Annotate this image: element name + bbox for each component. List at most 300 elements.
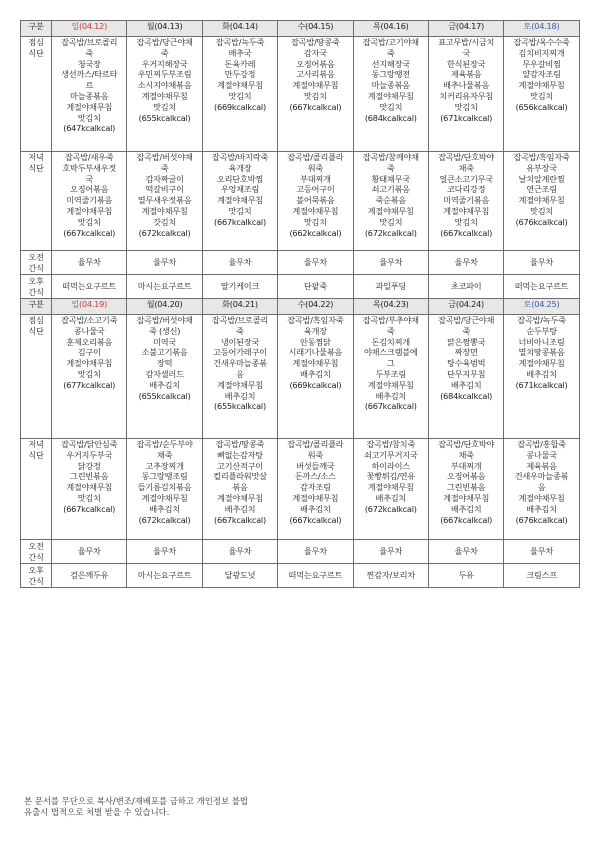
menu-item: 워죽	[307, 449, 324, 460]
menu-item: 돈김치찌개	[371, 336, 410, 347]
menu-item: 잡곡밥/당근야채	[438, 315, 495, 325]
lunch-cell	[202, 315, 277, 439]
menu-item: 감자샐러드	[145, 368, 184, 379]
dinner-cell	[127, 152, 202, 251]
menu-item: 황태채무국	[371, 173, 410, 184]
row-label-line: 오전	[28, 251, 44, 262]
afternoon-snack-label	[21, 564, 52, 588]
snack-item: 떠먹는요구르트	[514, 281, 569, 292]
menu-item: 감자조림	[300, 482, 331, 493]
menu-item: 맛김치	[303, 90, 327, 101]
lunch-cell	[353, 37, 428, 152]
menu-item: 두부조림	[375, 368, 407, 379]
menu-item: 오징어볶음	[70, 184, 109, 195]
afternoon-snack-cell	[278, 564, 353, 588]
menu-item: 음	[537, 482, 546, 493]
row-label-line: 간식	[28, 286, 44, 297]
menu-item: 순두부탕	[526, 325, 557, 336]
menu-item: 계절야채무침	[66, 101, 113, 112]
lunch-cell	[428, 315, 503, 439]
menu-item: 얄감자조림	[522, 69, 561, 80]
menu-item: (672kcalkcal)	[364, 503, 417, 514]
menu-item: 훈제오리볶음	[66, 336, 113, 347]
afternoon-snack-cell	[504, 275, 579, 299]
menu-item: 잡곡밥/흑임자죽	[513, 152, 570, 162]
menu-item: 맛김치	[530, 90, 554, 101]
menu-item: 맛김치	[454, 101, 478, 112]
menu-item: 맛김치	[77, 492, 101, 503]
menu-item: 잡곡밥/닭안심죽	[61, 439, 118, 449]
morning-snack-cell	[353, 251, 428, 275]
menu-item: 잡곡밥/흑임자죽	[287, 315, 344, 325]
menu-item: 계절야채무침	[66, 482, 113, 493]
menu-item: 잡곡밥/땅콩죽	[215, 439, 265, 449]
menu-item: (672kcalkcal)	[364, 227, 417, 238]
menu-item: (677kcalkcal)	[63, 379, 116, 390]
menu-item: 잡곡밥/당근야채	[136, 37, 193, 47]
menu-item: 계절야채무침	[443, 492, 490, 503]
footer-line: 유출시 법적으로 처벌 받을 수 있습니다.	[24, 806, 170, 817]
menu-item: 볶음	[232, 482, 248, 493]
menu-item: 배추김치	[149, 379, 180, 390]
menu-item: 짜장면	[454, 347, 478, 358]
menu-item: 죽	[85, 47, 94, 58]
menu-item: (656kcalkcal)	[515, 101, 568, 112]
dinner-cell	[428, 152, 503, 251]
menu-item: 쇠고기무거지국	[363, 449, 418, 460]
lunch-cell	[127, 315, 202, 439]
menu-item: 우거지해장국	[141, 58, 188, 69]
menu-item: 고등어구이	[296, 184, 335, 195]
menu-item: (676kcalkcal)	[515, 216, 568, 227]
dinner-cell	[52, 152, 127, 251]
row-label-line: 점심	[28, 37, 44, 47]
menu-item: 탕수육범벅	[447, 358, 486, 369]
row-label-line: 간식	[28, 551, 44, 562]
snack-item: 찐감자/보리차	[366, 570, 415, 581]
row-label-line: 식단	[28, 162, 44, 173]
menu-item: 맛김치	[303, 216, 327, 227]
snack-item: 율무차	[379, 546, 403, 557]
lunch-cell	[52, 37, 127, 152]
menu-item: 배추김치	[526, 368, 557, 379]
afternoon-snack-row	[21, 564, 580, 588]
snack-item: 율무차	[530, 546, 554, 557]
menu-item: 버섯들깨국	[296, 460, 335, 471]
menu-item: 돈육카레	[224, 58, 256, 69]
dinner-cell	[428, 439, 503, 540]
menu-item: 선지해장국	[371, 58, 410, 69]
menu-item: (684kcalkcal)	[364, 112, 417, 123]
menu-item: 잡곡밥/소고기죽	[61, 315, 118, 325]
lunch-label	[21, 37, 52, 152]
weekly-menu-table	[20, 20, 580, 588]
dinner-cell	[278, 152, 353, 251]
dinner-cell	[202, 439, 277, 540]
snack-item: 떠먹는요구르트	[62, 281, 116, 292]
menu-item: 죽	[236, 325, 244, 336]
menu-item: (667kcalkcal)	[440, 514, 493, 525]
row-label-line: 식단	[28, 47, 44, 58]
menu-item: 죽	[462, 325, 470, 336]
menu-item: 그린빈볶음	[70, 471, 109, 482]
snack-item: 율무차	[77, 257, 101, 268]
menu-item: 건새우마늘종볶	[514, 471, 569, 482]
menu-item: 떡갈비구이	[145, 184, 184, 195]
snack-item: 율무차	[530, 257, 554, 268]
menu-item: (667kcalkcal)	[63, 503, 116, 514]
menu-item: 채죽	[458, 449, 474, 460]
menu-item: 계절야채무침	[443, 205, 490, 216]
morning-snack-cell	[428, 540, 503, 564]
menu-item: 잡곡밥/버섯야채	[136, 315, 193, 325]
dinner-cell	[504, 152, 579, 251]
menu-item: 들기름김치볶음	[137, 482, 192, 493]
morning-snack-label	[21, 251, 52, 275]
menu-item: 배추김치	[224, 390, 256, 401]
menu-item: 부대찌개	[450, 460, 482, 471]
day-header: 수(04.15)	[278, 21, 353, 37]
menu-item: 맛김치	[228, 90, 252, 101]
menu-item: 육개장	[228, 162, 252, 173]
snack-item: 초코파이	[450, 281, 482, 292]
dinner-cell	[504, 439, 579, 540]
menu-item: 제육볶음	[526, 460, 557, 471]
menu-item: 국	[85, 173, 94, 184]
menu-item: 계절야채무침	[367, 90, 414, 101]
lunch-cell	[504, 37, 579, 152]
footer-notice	[24, 796, 248, 817]
lunch-label	[21, 315, 52, 439]
morning-snack-cell	[353, 540, 428, 564]
menu-item: 소불고기볶음	[141, 347, 188, 358]
menu-item: (647kcalkcal)	[63, 123, 116, 134]
row-label-line: 식단	[28, 449, 44, 460]
menu-table-body	[21, 21, 580, 588]
menu-item: (667kcalkcal)	[289, 514, 342, 525]
menu-item: 계절야채무침	[367, 482, 414, 493]
menu-item: (667kcalkcal)	[214, 514, 266, 525]
afternoon-snack-cell	[353, 564, 428, 588]
menu-item: 죽	[160, 162, 169, 173]
menu-item: 그	[386, 358, 395, 369]
day-header: 월(04.20)	[127, 299, 202, 315]
header-label: 구분	[21, 21, 52, 37]
menu-item: 계절야채무침	[518, 195, 565, 206]
row-label-line: 오후	[28, 564, 44, 575]
morning-snack-row	[21, 540, 580, 564]
morning-snack-cell	[52, 251, 127, 275]
afternoon-snack-cell	[52, 564, 127, 588]
lunch-cell	[202, 37, 277, 152]
menu-item: (684kcalkcal)	[440, 390, 493, 401]
menu-item: 코다리강정	[447, 184, 486, 195]
snack-item: 율무차	[303, 257, 327, 268]
snack-item: 마시는요구르트	[137, 281, 192, 292]
menu-item: 잡곡밥/단호박야	[438, 439, 495, 449]
menu-item: 잡곡밥/바지락죽	[211, 152, 269, 162]
menu-item: 맛김치	[379, 101, 403, 112]
menu-item: 잡곡밥/녹두죽	[517, 315, 566, 325]
menu-item: (655kcalkcal)	[214, 401, 266, 412]
menu-item: 장떡	[156, 358, 173, 369]
row-label-line: 오전	[28, 540, 44, 551]
menu-item: 고기산적구이	[216, 460, 263, 471]
menu-item: (667kcalkcal)	[289, 101, 342, 112]
menu-item: 잡곡밥/콜리플라	[287, 439, 344, 449]
menu-item: 배추김치	[149, 503, 180, 514]
menu-item: (672kcalkcal)	[138, 514, 191, 525]
snack-item: 마시는요구르트	[137, 570, 192, 581]
menu-item: 계절야채무침	[292, 205, 339, 216]
menu-item: 맛김치	[454, 216, 478, 227]
menu-item: 계절야채무침	[66, 205, 113, 216]
menu-item: 맛김치	[77, 216, 101, 227]
menu-item: 미역국	[153, 336, 177, 347]
row-label-line: 저녁	[28, 439, 44, 449]
afternoon-snack-cell	[428, 564, 503, 588]
menu-item: 계절야채무침	[216, 195, 263, 206]
menu-item: 오징어볶음	[447, 471, 486, 482]
dinner-cell	[278, 439, 353, 540]
menu-item: 김구이	[77, 347, 101, 358]
day-header: 금(04.17)	[428, 21, 503, 37]
row-label-line: 간식	[28, 262, 44, 273]
menu-item: 잡곡밥/땅콩죽	[291, 37, 340, 47]
menu-item: 계절야채무침	[367, 379, 414, 390]
dinner-cell	[353, 439, 428, 540]
menu-item: 죽	[160, 47, 169, 58]
menu-item: 르	[85, 80, 94, 91]
snack-item: 딸기케이크	[220, 281, 260, 292]
menu-item: 배추국	[228, 47, 252, 58]
snack-item: 크림스프	[526, 570, 557, 581]
menu-item: 계절야채무침	[216, 492, 263, 503]
menu-item: 한식된장국	[447, 58, 486, 69]
snack-item: 단팥죽	[303, 281, 327, 292]
snack-item: 율무차	[228, 257, 252, 268]
menu-item: 계절야채무침	[518, 358, 565, 369]
menu-item: 연근조림	[526, 184, 557, 195]
snack-item: 율무차	[228, 546, 252, 557]
snack-item: 율무차	[77, 546, 101, 557]
menu-item: 부대찌개	[300, 173, 331, 184]
morning-snack-label	[21, 540, 52, 564]
snack-item: 율무차	[454, 257, 478, 268]
menu-item: 멸치땅콩볶음	[518, 347, 565, 358]
lunch-cell	[127, 37, 202, 152]
menu-item: 뼈없는감자탕	[216, 449, 263, 460]
snack-item: 두유	[458, 570, 474, 581]
menu-item: 잡곡밥/새우죽	[64, 152, 114, 162]
row-label-line: 간식	[28, 575, 44, 586]
snack-item: 율무차	[454, 546, 478, 557]
snack-item: 율무차	[153, 546, 177, 557]
menu-item: 계절야채무침	[141, 90, 188, 101]
menu-item: 하이라이스	[371, 460, 410, 471]
menu-item: (662kcalkcal)	[289, 227, 342, 238]
menu-item: 계절야채무침	[292, 492, 339, 503]
day-header: 일(04.19)	[52, 299, 127, 315]
menu-item: 콩나물국	[526, 449, 557, 460]
dinner-row	[21, 152, 580, 251]
menu-item: 날치알계란찜	[518, 173, 565, 184]
lunch-cell	[278, 37, 353, 152]
morning-snack-row	[21, 251, 580, 275]
menu-item: 쇠고기볶음	[371, 184, 410, 195]
menu-item: 호박두부새우젓	[62, 162, 116, 173]
menu-item: 계절야채무침	[141, 492, 188, 503]
menu-item: 잡곡밥/순두부야	[136, 439, 193, 449]
menu-item: 배추나물볶음	[443, 80, 490, 91]
menu-item: 계절야채무침	[216, 379, 263, 390]
morning-snack-cell	[278, 540, 353, 564]
menu-item: (667kcalkcal)	[364, 401, 417, 412]
afternoon-snack-cell	[504, 564, 579, 588]
menu-item: (655kcalkcal)	[138, 390, 191, 401]
menu-table-wrapper	[20, 20, 579, 588]
week-header-row	[21, 21, 580, 37]
menu-item: 맛김치	[77, 368, 101, 379]
row-label-line: 저녁	[28, 152, 44, 162]
dinner-row	[21, 439, 580, 540]
dinner-cell	[353, 152, 428, 251]
menu-item: 볼어묵볶음	[296, 195, 335, 206]
morning-snack-cell	[127, 540, 202, 564]
lunch-row	[21, 315, 580, 439]
day-header: 금(04.24)	[428, 299, 503, 315]
menu-item: 맛김치	[77, 112, 101, 123]
afternoon-snack-cell	[428, 275, 503, 299]
morning-snack-cell	[52, 540, 127, 564]
menu-item: 잡곡밥/옥수수죽	[513, 37, 570, 47]
menu-item: 잡곡밥/고기야채	[362, 37, 419, 47]
day-header: 토(04.25)	[504, 299, 579, 315]
menu-item: 육개장	[303, 325, 327, 336]
menu-item: 잡곡밥/버섯야채	[136, 152, 193, 162]
menu-item: 무우갈비찜	[522, 58, 561, 69]
menu-item: 열무새우젓볶음	[137, 195, 192, 206]
day-header: 토(04.18)	[504, 21, 579, 37]
menu-item: 배추김치	[300, 503, 331, 514]
menu-item: 안동찜닭	[300, 336, 331, 347]
menu-item: 잡곡밥/부추야채	[362, 315, 419, 325]
menu-item: 잡곡밥/녹두죽	[215, 37, 265, 47]
afternoon-snack-cell	[353, 275, 428, 299]
morning-snack-cell	[428, 251, 503, 275]
footer-line: 본 문서를 무단으로 복사/변조/재배포를 금하고 개인정보 불법	[24, 796, 248, 806]
menu-item: 채죽	[458, 162, 474, 173]
menu-item: 소시지야채볶음	[137, 80, 192, 91]
menu-item: 죽	[386, 325, 395, 336]
lunch-row	[21, 37, 580, 152]
day-header: 일(04.12)	[52, 21, 127, 37]
menu-item: 계절야채무침	[141, 205, 188, 216]
menu-item: 미역줄기볶음	[443, 195, 490, 206]
dinner-cell	[52, 439, 127, 540]
lunch-cell	[52, 315, 127, 439]
header-label: 구분	[21, 299, 52, 315]
day-header: 화(04.14)	[202, 21, 277, 37]
menu-item: 단무지무침	[447, 368, 486, 379]
menu-item: 제육볶음	[450, 69, 482, 80]
menu-item: 꽃빵튀김/연유	[366, 471, 415, 482]
menu-item: (667kcalkcal)	[63, 227, 116, 238]
afternoon-snack-cell	[278, 275, 353, 299]
menu-item: 우엉채조림	[220, 184, 260, 195]
menu-item: 미역줄기볶음	[66, 195, 113, 206]
menu-item: 우민찌두부조림	[137, 69, 192, 80]
menu-item: 국	[462, 47, 470, 58]
morning-snack-cell	[278, 251, 353, 275]
menu-item: 잡곡밥/홍합죽	[517, 439, 566, 449]
menu-item: 죽	[386, 162, 395, 173]
menu-item: (671kcalkcal)	[440, 112, 493, 123]
menu-item: 죽 (생신)	[148, 325, 181, 336]
menu-item: 잡곡밥/단호박야	[438, 152, 495, 162]
menu-item: 배추김치	[300, 368, 331, 379]
menu-item: 음	[236, 368, 244, 379]
menu-item: 맑은짬뽕국	[447, 336, 486, 347]
menu-item: 계절야채무침	[66, 358, 113, 369]
menu-item: 배추김치	[375, 492, 407, 503]
menu-item: 유부장국	[526, 162, 557, 173]
menu-item: 배추김치	[224, 503, 256, 514]
menu-item: 돈까스/소스	[294, 471, 336, 482]
morning-snack-cell	[127, 251, 202, 275]
menu-item: 감자국	[303, 47, 327, 58]
menu-item: 동그랑땡전	[371, 69, 410, 80]
menu-item: 생선까스/타르타	[61, 69, 118, 80]
week-header-row	[21, 299, 580, 315]
menu-item: 채죽	[156, 449, 173, 460]
menu-item: 배추김치	[526, 503, 557, 514]
menu-item: 계절야채무침	[518, 492, 565, 503]
morning-snack-cell	[504, 540, 579, 564]
menu-item: 맛김치	[153, 101, 177, 112]
menu-item: 마늘종볶음	[371, 80, 410, 91]
day-header: 목(04.16)	[353, 21, 428, 37]
snack-item: 떠먹는요구르트	[288, 570, 343, 581]
menu-item: 배추김치	[375, 390, 407, 401]
snack-item: 율무차	[379, 257, 403, 268]
snack-item: 달광도넛	[224, 570, 256, 581]
menu-item: 얼큰소고기무국	[439, 173, 493, 184]
menu-item: 오징어볶음	[296, 58, 335, 69]
snack-item: 과일푸딩	[375, 281, 407, 292]
menu-item: 죽순볶음	[375, 195, 407, 206]
menu-item: 너비아니조림	[518, 336, 565, 347]
lunch-cell	[353, 315, 428, 439]
menu-item: 청국장	[77, 58, 101, 69]
snack-item: 검은깨두유	[70, 570, 109, 581]
menu-item: 표고무밥/시금치	[438, 37, 495, 47]
menu-item: 잡곡밥/참치죽	[366, 439, 415, 449]
menu-item: (671kcalkcal)	[515, 379, 568, 390]
menu-item: 계절야채무침	[518, 80, 565, 91]
dinner-cell	[127, 439, 202, 540]
menu-item: 갓김치	[153, 216, 177, 227]
afternoon-snack-label	[21, 275, 52, 299]
menu-item: 동그랑땡조림	[141, 471, 188, 482]
afternoon-snack-cell	[127, 564, 202, 588]
afternoon-snack-cell	[127, 275, 202, 299]
morning-snack-cell	[202, 251, 277, 275]
menu-item: 맛김치	[228, 205, 252, 216]
menu-item: 김치비지찌개	[518, 47, 565, 58]
menu-item: 계절야채무침	[292, 358, 339, 369]
menu-item: 계절야채무침	[367, 205, 414, 216]
